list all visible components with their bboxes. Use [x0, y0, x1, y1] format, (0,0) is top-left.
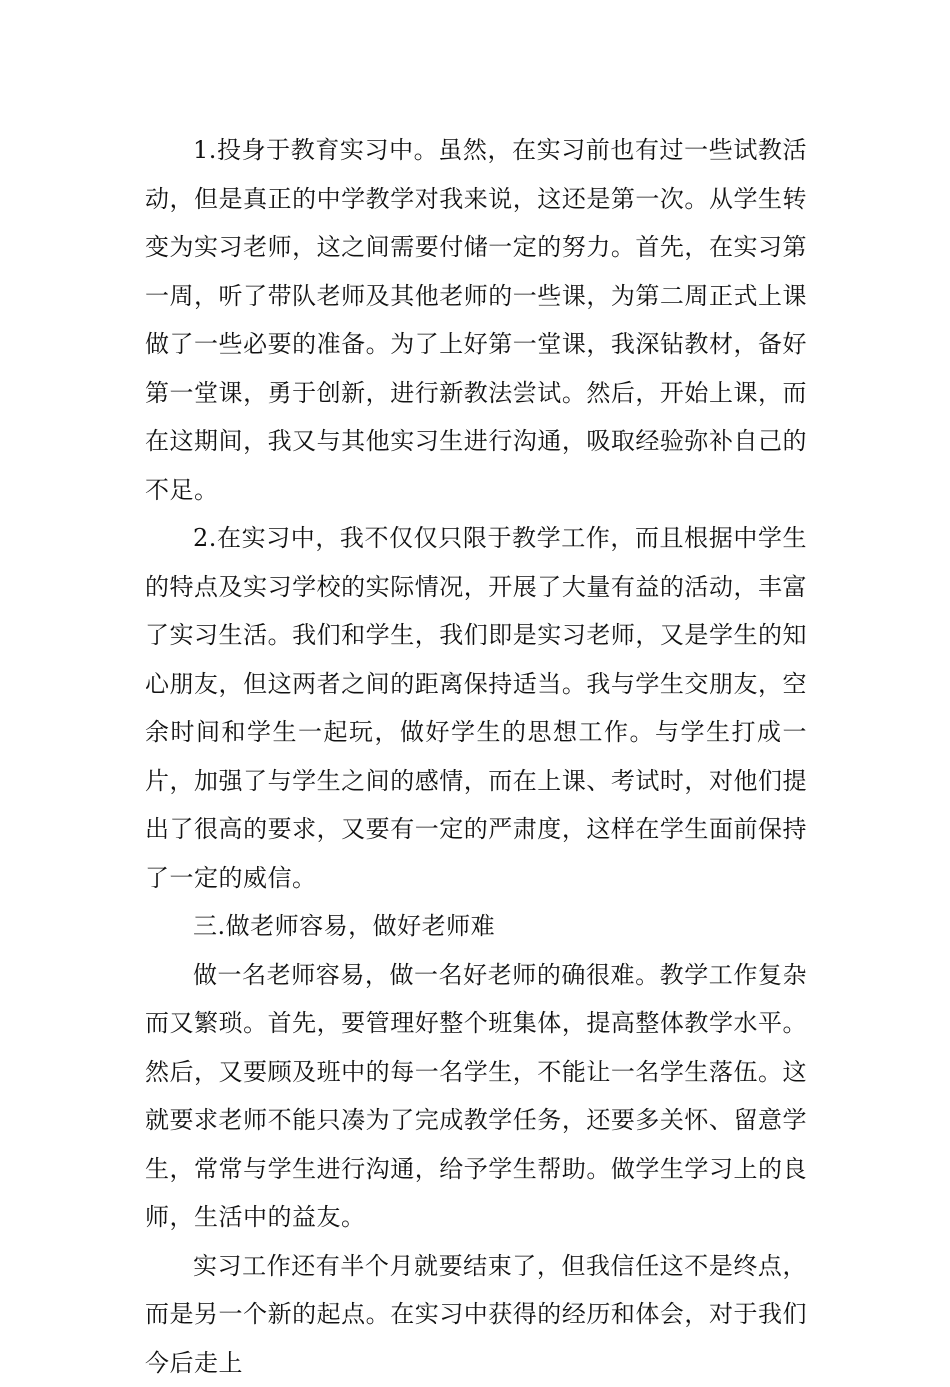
- paragraph-activities: 2.在实习中，我不仅仅只限于教学工作，而且根据中学生的特点及实习学校的实际情况，开展了大量有益的活动，丰富了实习生活。我们和学生，我们即是实习老师，又是学生的知心朋友，但这两者之间的距离保持适当。我与学生交朋友，空余时间和学生一起玩，做好学生的思想工作。与学生打成一片，加强了与学生之间的感情，而在上课、考试时，对他们提出了很高的要求，又要有一定的严肃度，这样在学生面前保持了一定的威信。: [145, 514, 807, 902]
- paragraph-good-teacher: 做一名老师容易，做一名好老师的确很难。教学工作复杂而又繁琐。首先，要管理好整个班集体，提高整体教学水平。然后，又要顾及班中的每一名学生，不能让一名学生落伍。这就要求老师不能只凑为了完成教学任务，还要多关怀、留意学生，常常与学生进行沟通，给予学生帮助。做学生学习上的良师，生活中的益友。: [145, 951, 807, 1242]
- section-heading: 三.做老师容易，做好老师难: [145, 902, 807, 951]
- document-body: [145, 126, 807, 1387]
- paragraph-conclusion: 实习工作还有半个月就要结束了，但我信任这不是终点，而是另一个新的起点。在实习中获得的经历和体会，对于我们今后走上: [145, 1242, 807, 1387]
- paragraph-teaching-practice: 1.投身于教育实习中。虽然，在实习前也有过一些试教活动，但是真正的中学教学对我来说，这还是第一次。从学生转变为实习老师，这之间需要付储一定的努力。首先，在实习第一周，听了带队老师及其他老师的一些课，为第二周正式上课做了一些必要的准备。为了上好第一堂课，我深钻教材，备好第一堂课，勇于创新，进行新教法尝试。然后，开始上课，而在这期间，我又与其他实习生进行沟通，吸取经验弥补自己的不足。: [145, 126, 807, 514]
